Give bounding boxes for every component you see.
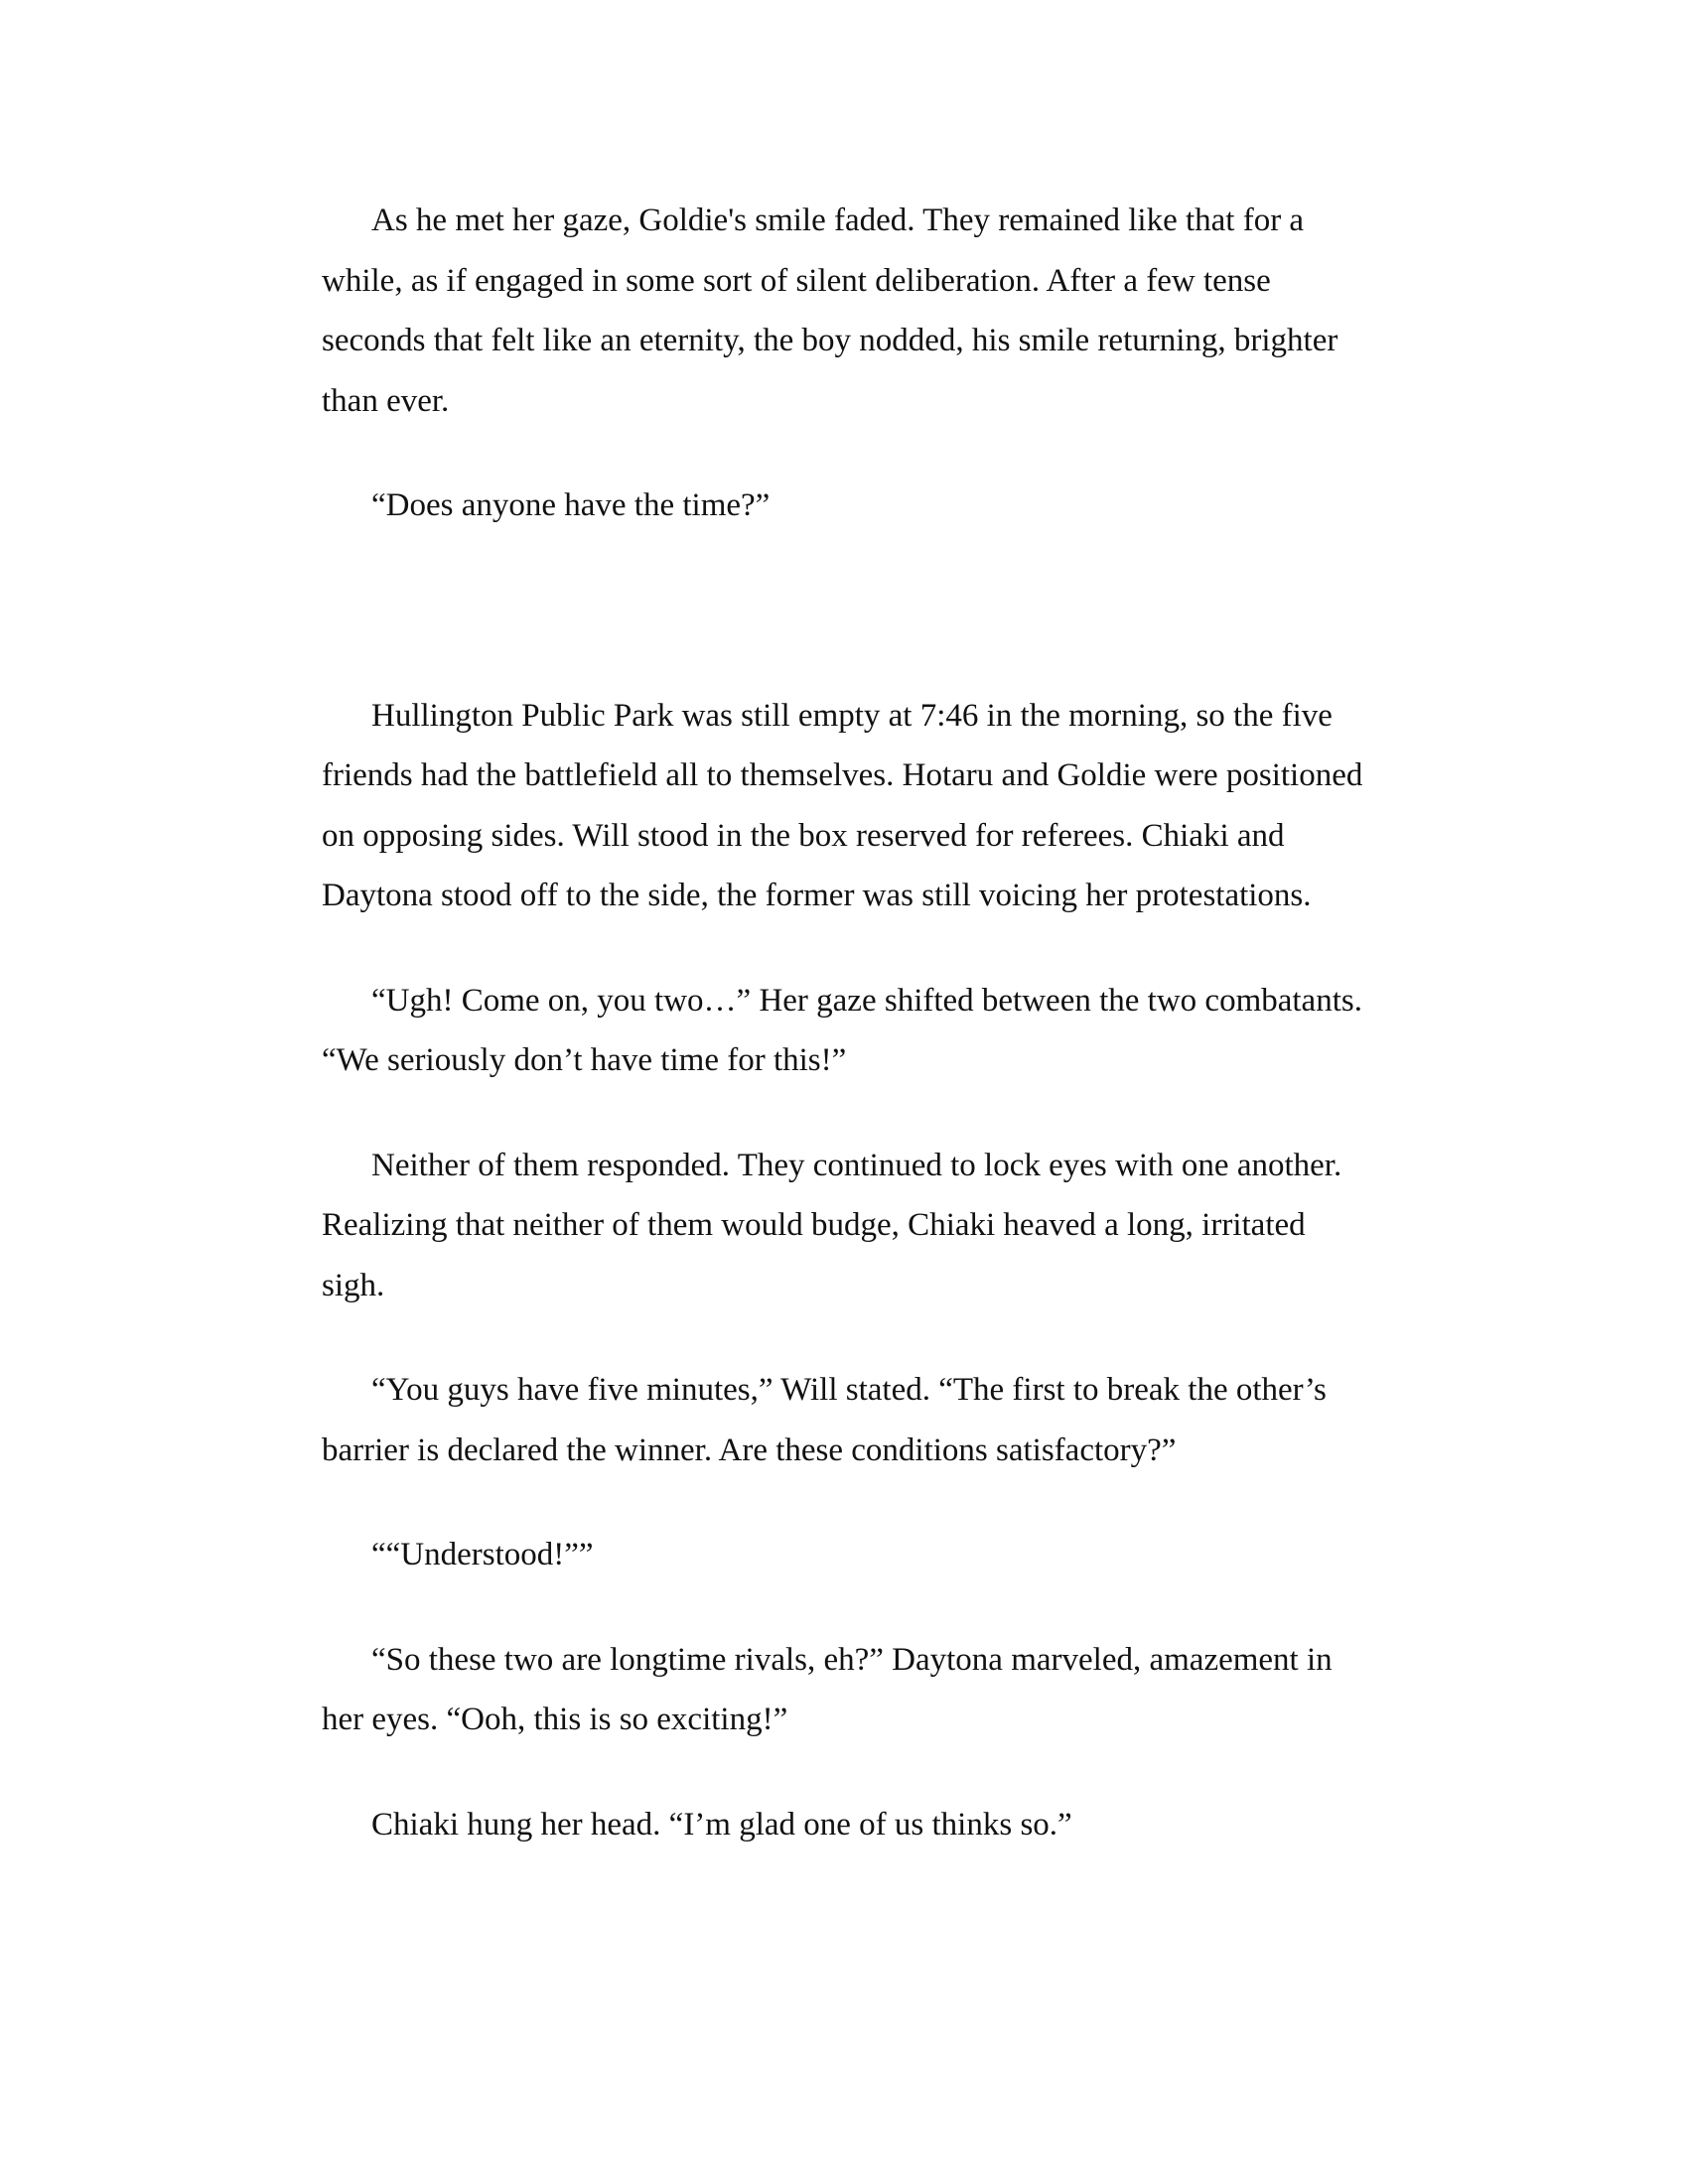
scene-break — [322, 581, 1366, 686]
paragraph: “Ugh! Come on, you two…” Her gaze shifted between the two combatants. “We seriously don’t have time for this!” — [322, 982, 1362, 1078]
paragraph: “You guys have five minutes,” Will stated. “The first to break the other’s barrier is declared the winner. Are these conditions satisfactory?” — [322, 1372, 1327, 1468]
paragraph: “Does anyone have the time?” — [371, 487, 771, 523]
body-text — [322, 191, 1366, 1899]
paragraph: Chiaki hung her head. “I’m glad one of us thinks so.” — [371, 1806, 1072, 1843]
paragraph: As he met her gaze, Goldie's smile faded. They remained like that for a while, as if engaged in some sort of silent deliberation. After a few tense seconds that felt like an eternity, the boy nodded, his smile returning, brighter than ever. — [322, 203, 1338, 419]
paragraph: Neither of them responded. They continued to lock eyes with one another. Realizing that neither of them would budge, Chiaki heaved a long, irritated sigh. — [322, 1147, 1342, 1303]
paragraph: ““Understood!”” — [371, 1537, 594, 1572]
paragraph: Hullington Public Park was still empty at 7:46 in the morning, so the five friends had the battlefield all to themselves. Hotaru and Goldie were positioned on opposing sides. Will stood in the box reserved for referees. Chiaki and Daytona stood off to the side, the former was still voicing her protestations. — [322, 697, 1363, 913]
paragraph: “So these two are longtime rivals, eh?” Daytona marveled, amazement in her eyes. “Ooh, this is so exciting!” — [322, 1641, 1333, 1737]
